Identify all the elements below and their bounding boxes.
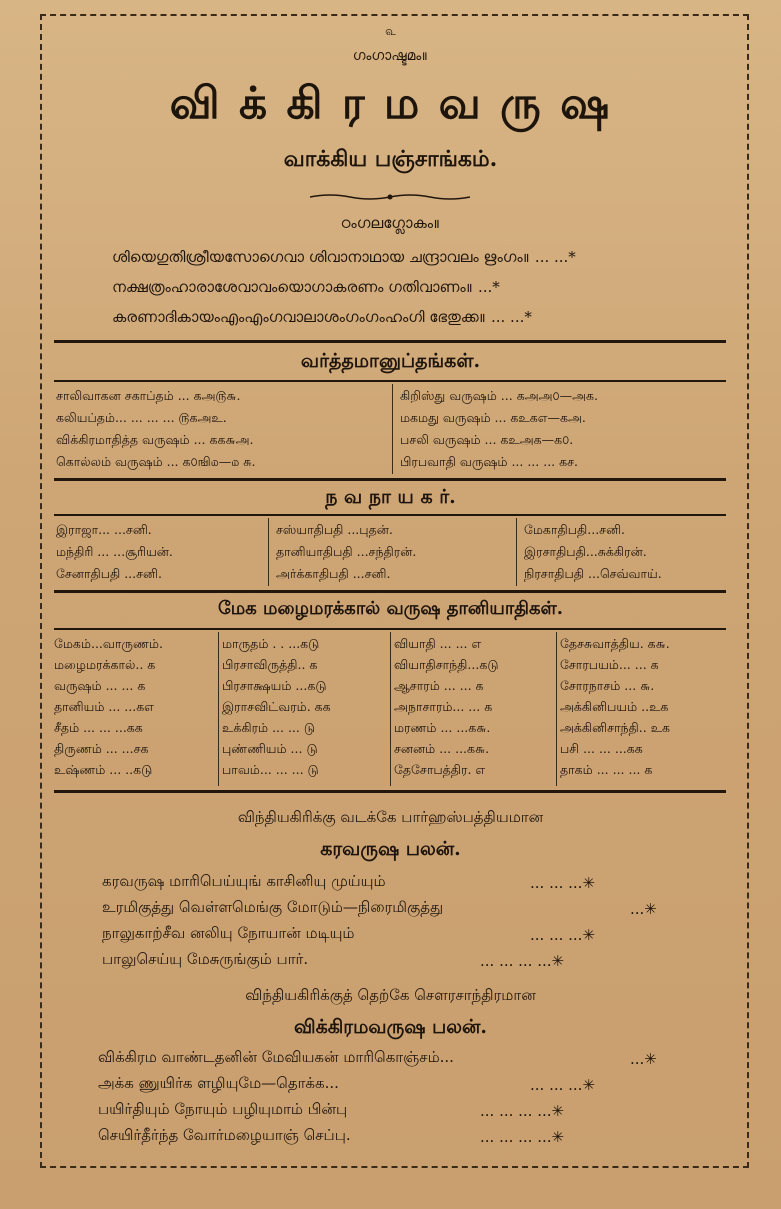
verse-line: செயிர்தீர்ந்த வோர்மழையாஞ் செப்பு. [98,1126,351,1144]
grid-cell: பசி ... ... ...கக [560,741,643,756]
grid-cell: உஷ்ணம் ... ..கடு [54,762,153,777]
nayakar-item: இரசாதிபதி...சுக்கிரன். [524,544,647,559]
section-title-eras: வர்த்தமானுப்தங்கள். [300,350,481,372]
era-row: கிறிஸ்து வருஷம் ... கஅஅ௦—அக. [400,388,598,403]
grid-cell: இராசவிட்வரம். கக [222,699,331,714]
divider [54,380,726,382]
grid-cell: சனனம் ... ...க௬. [394,741,490,756]
era-row: பிரபவாதி வருஷம் ... ... ... கச. [400,454,579,469]
nayakar-item: மந்திரி ... ...சூரியன். [56,544,173,559]
column-divider [392,384,393,474]
grid-cell: தேசசுவாத்திய. க௬. [560,636,670,651]
grid-cell: சோரபயம்... ... க [560,657,659,672]
section-title-vikrama: விக்கிரமவருஷ பலன். [293,1016,488,1038]
grid-cell: வியாதி ... ... எ [394,636,482,651]
verse-dots: ... ... ... ...✳ [480,952,565,970]
nayakar-item: இராஜா... ...சனி. [56,522,152,537]
verse-line: அக்க ணுயிர்க ளழியுமே—தொக்க... [98,1074,339,1092]
divider [54,478,726,481]
verse-line: கரவருஷ மாரிபெய்யுங் காசினியு முய்யும் [102,872,386,890]
verse-dots: ... ... ...✳ [530,1076,596,1094]
era-row: விக்கிரமாதித்த வருஷம் ... கக௬அ. [56,432,254,447]
grid-cell: மாருதம் . . ...கடு [222,636,320,651]
divider [54,628,726,630]
grid-cell: சோரநாசம் ... ௬. [560,678,655,693]
column-divider [218,632,219,786]
era-row: பசலி வருஷம் ... கஉஅக—க௦. [400,432,574,447]
divider [54,590,726,593]
grid-cell: ஆசாரம் ... ... க [394,678,484,693]
subtitle: வாக்கிய பஞ்சாங்கம். [283,146,498,172]
grid-cell: தேசோபத்திர. எ [394,762,486,777]
divider [54,790,726,793]
grid-cell: மழைமரக்கால்.. க [54,657,156,672]
grid-cell: அக்கினிபயம் ..உக [560,699,669,714]
column-divider [268,518,269,586]
section-title-kara: கரவருஷ பலன். [320,838,461,860]
nayakar-item: சேனாதிபதி ...சனி. [56,566,162,581]
verse-line: பாலுசெய்யு மேசுருங்கும் பார். [102,950,309,968]
era-row: சாலிவாகன சகாப்தம் ... கஅ௫௬. [56,388,241,403]
grid-cell: புண்ணியம் ... டு [222,741,318,756]
era-row: கலியப்தம்... ... ... ... ௫கஅஉ. [56,410,227,425]
grid-cell: பிரசாக்ஷயம் ...கடு [222,678,327,693]
verse-line: விக்கிரம வாண்டதனின் மேவியகன் மாரிகொஞ்சம்... [98,1048,454,1066]
verse-dots: ...✳ [630,1050,657,1068]
grid-cell: தாகம் ... ... ... க [560,762,653,777]
verse-line: நாலுகாற்சீவ னலியு நோயான் மடியும் [102,924,355,942]
grid-cell: தானியம் ... ...கஎ [54,699,154,714]
nayakar-item: அர்க்காதிபதி ...சனி. [276,566,391,581]
verse-dots: ...✳ [630,900,657,918]
column-divider [390,632,391,786]
nayakar-item: நிரசாதிபதி ...செவ்வாய். [524,566,662,581]
nayakar-item: தானியாதிபதி ...சந்திரன். [276,544,417,559]
grid-cell: திருணம் ... ...சக [54,741,149,756]
main-title: வி க் கி ர ம வ ரு ஷ [169,78,612,129]
column-divider [556,632,557,786]
verse-dots: ... ... ... ...✳ [480,1102,565,1120]
section-intro-north: விந்தியகிரிக்கு வடக்கே பார்ஹஸ்பத்தியமான [237,808,544,826]
sloka-line: ശിയെഗുതിശ്രീയസോഗെവാ ശിവാനാഥായ ചന്ദ്രാവലം ഋംഗം॥ ... ...* [112,248,576,266]
invocation: ഗംഗാഷ്ടമം॥ [352,48,429,64]
verse-dots: ... ... ... ...✳ [480,1128,565,1146]
grid-cell: சீதம் ... ... ...கக [54,720,143,735]
grid-cell: உக்கிரம் ... ... டு [222,720,316,735]
divider [54,340,726,343]
grid-cell: பிரசாவிருத்தி.. க [222,657,318,672]
section-title-rain: மேக மழைமரக்கால் வருஷ தானியாதிகள். [217,598,564,619]
page-mark: ௳ [385,24,396,38]
grid-cell: பாவம்... ... ... டு [222,762,319,777]
flourish-divider [310,190,470,204]
grid-cell: வருஷம் ... ... க [54,678,146,693]
nayakar-item: மேகாதிபதி...சனி. [524,522,626,537]
sloka-line: നക്ഷത്രംഹാരാശേവാവംയൊഗാകരണം ഗതിവാണം॥ ...* [112,278,500,296]
sloka-line: കരണാദികായംഎംഎംഗവാലാശംഗംഗംഹംഗി ഭേതുക്ക॥ ... ...* [112,308,532,326]
nayakar-item: சஸ்யாதிபதி ...புதன். [276,522,393,537]
grid-cell: அக்கினிசாந்தி.. உக [560,720,671,735]
section-title-nayakar: ந வ நா ய க ர். [325,486,456,508]
verse-line: பயிர்தியும் நோயும் பழியுமாம் பின்பு [98,1100,348,1118]
grid-cell: வியாதிசாந்தி...கடு [394,657,499,672]
grid-cell: மேகம்...வாருணம். [54,636,163,651]
grid-cell: அநாசாரம்... ... க [394,699,493,714]
era-row: கொல்லம் வருஷம் ... க௦ஙி௰—௰ சு. [56,454,256,469]
section-intro-south: விந்தியகிரிக்குத் தெற்கே சௌரசாந்திரமான [245,986,536,1004]
sloka-heading: ഠംഗലഗ്ലോകം॥ [340,214,441,232]
verse-dots: ... ... ...✳ [530,874,596,892]
column-divider [516,518,517,586]
verse-line: உரமிகுத்து வெள்ளமெங்கு மோடும்—நிரைமிகுத்து [102,898,444,916]
divider [54,514,726,516]
grid-cell: மரணம் ... ...க௬. [394,720,491,735]
verse-dots: ... ... ...✳ [530,926,596,944]
era-row: மகமது வருஷம் ... கஉகஎ—கஅ. [400,410,586,425]
